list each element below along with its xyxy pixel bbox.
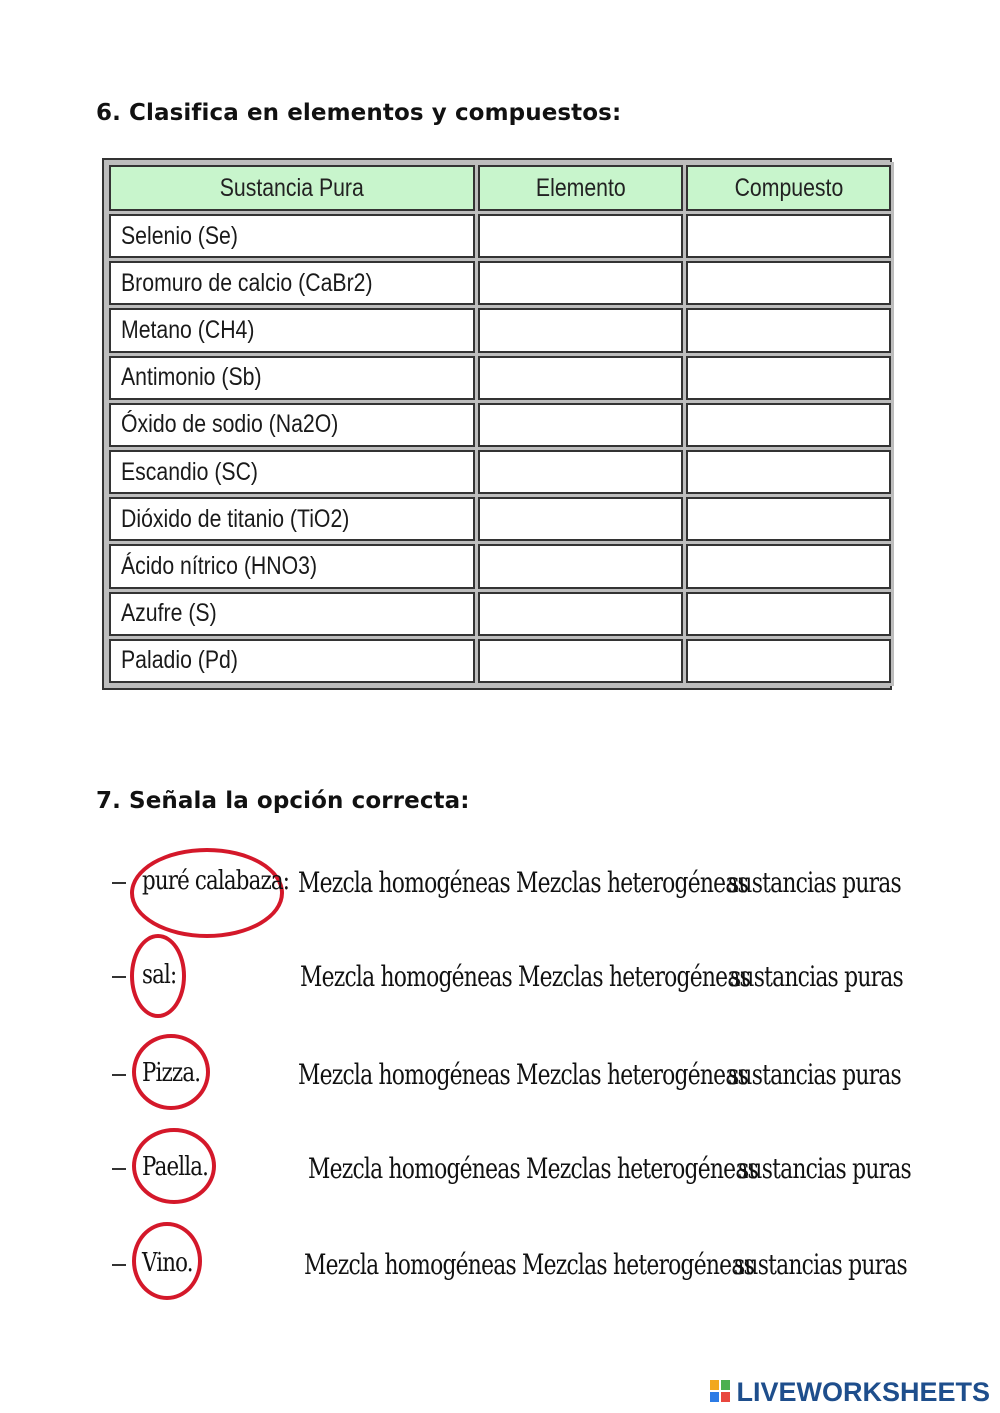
compuesto-answer-cell[interactable] <box>686 403 891 447</box>
table-row <box>109 261 891 305</box>
item-subject: puré calabaza: <box>142 866 290 896</box>
compuesto-answer-cell[interactable] <box>686 450 891 494</box>
substance-cell: Azufre (S) <box>109 592 475 636</box>
substance-cell: Ácido nítrico (HNO3) <box>109 544 475 588</box>
elemento-answer-cell[interactable] <box>478 261 683 305</box>
item-subject: Paella. <box>142 1152 209 1182</box>
compuesto-answer-cell[interactable] <box>686 639 891 683</box>
option-mezcla-heterogenea[interactable]: Mezclas heterogéneas <box>522 1248 754 1281</box>
elemento-answer-cell[interactable] <box>478 544 683 588</box>
substance-cell: Antimonio (Sb) <box>109 356 475 400</box>
option-mezcla-homogenea[interactable]: Mezcla homogéneas <box>300 960 512 993</box>
item-subject: sal: <box>142 960 177 990</box>
table-row <box>109 639 891 683</box>
elemento-answer-cell[interactable] <box>478 214 683 258</box>
elemento-answer-cell[interactable] <box>478 308 683 352</box>
option-sustancia-pura[interactable]: sustancias puras <box>728 866 901 899</box>
item-subject: Vino. <box>142 1248 193 1278</box>
elemento-answer-cell[interactable] <box>478 356 683 400</box>
option-sustancia-pura[interactable]: sustancias puras <box>730 960 903 993</box>
compuesto-answer-cell[interactable] <box>686 592 891 636</box>
compuesto-answer-cell[interactable] <box>686 308 891 352</box>
option-mezcla-heterogenea[interactable]: Mezclas heterogéneas <box>516 866 748 899</box>
option-mezcla-heterogenea[interactable]: Mezclas heterogéneas <box>526 1152 758 1185</box>
liveworksheets-logo <box>710 1376 990 1408</box>
table-row <box>109 403 891 447</box>
substance-cell: Dióxido de titanio (TiO2) <box>109 497 475 541</box>
option-mezcla-homogenea[interactable]: Mezcla homogéneas <box>304 1248 516 1281</box>
header-sustancia-pura: Sustancia Pura <box>109 165 475 211</box>
bullet-dash <box>112 976 126 978</box>
substance-cell: Escandio (SC) <box>109 450 475 494</box>
compuesto-answer-cell[interactable] <box>686 544 891 588</box>
elemento-answer-cell[interactable] <box>478 639 683 683</box>
bullet-dash <box>112 1264 126 1266</box>
substance-cell: Paladio (Pd) <box>109 639 475 683</box>
liveworksheets-logo-icon <box>710 1380 732 1404</box>
table-header-row <box>109 165 891 211</box>
elemento-answer-cell[interactable] <box>478 403 683 447</box>
choice-row-vino <box>108 1234 908 1304</box>
choice-row-paella <box>108 1138 911 1208</box>
compuesto-answer-cell[interactable] <box>686 497 891 541</box>
bullet-dash <box>112 1168 126 1170</box>
elemento-answer-cell[interactable] <box>478 497 683 541</box>
bullet-dash <box>112 882 126 884</box>
bullet-dash <box>112 1074 126 1076</box>
header-compuesto: Compuesto <box>686 165 891 211</box>
header-elemento: Elemento <box>478 165 683 211</box>
section-6-heading: 6. Clasifica en elementos y compuestos: <box>96 100 622 126</box>
table-row <box>109 450 891 494</box>
section-7-heading: 7. Señala la opción correcta: <box>96 788 470 814</box>
table-row <box>109 497 891 541</box>
choice-row-pure-calabaza <box>108 852 908 922</box>
option-sustancia-pura[interactable]: sustancias puras <box>734 1248 907 1281</box>
option-sustancia-pura[interactable]: sustancias puras <box>728 1058 901 1091</box>
classification-table <box>102 158 892 690</box>
table-row <box>109 356 891 400</box>
compuesto-answer-cell[interactable] <box>686 356 891 400</box>
elemento-answer-cell[interactable] <box>478 450 683 494</box>
choice-row-sal <box>108 946 908 1016</box>
substance-cell: Óxido de sodio (Na2O) <box>109 403 475 447</box>
choice-row-pizza <box>108 1044 908 1114</box>
elemento-answer-cell[interactable] <box>478 592 683 636</box>
substance-cell: Bromuro de calcio (CaBr2) <box>109 261 475 305</box>
table-row <box>109 308 891 352</box>
substance-cell: Selenio (Se) <box>109 214 475 258</box>
item-subject: Pizza. <box>142 1058 201 1088</box>
option-sustancia-pura[interactable]: sustancias puras <box>738 1152 911 1185</box>
substance-cell: Metano (CH4) <box>109 308 475 352</box>
table-row <box>109 592 891 636</box>
compuesto-answer-cell[interactable] <box>686 214 891 258</box>
compuesto-answer-cell[interactable] <box>686 261 891 305</box>
table-row <box>109 214 891 258</box>
option-mezcla-homogenea[interactable]: Mezcla homogéneas <box>298 1058 510 1091</box>
option-mezcla-heterogenea[interactable]: Mezclas heterogéneas <box>518 960 750 993</box>
option-mezcla-heterogenea[interactable]: Mezclas heterogéneas <box>516 1058 748 1091</box>
option-mezcla-homogenea[interactable]: Mezcla homogéneas <box>308 1152 520 1185</box>
table-row <box>109 544 891 588</box>
logo-text: LIVEWORKSHEETS <box>736 1376 990 1407</box>
option-mezcla-homogenea[interactable]: Mezcla homogéneas <box>298 866 510 899</box>
